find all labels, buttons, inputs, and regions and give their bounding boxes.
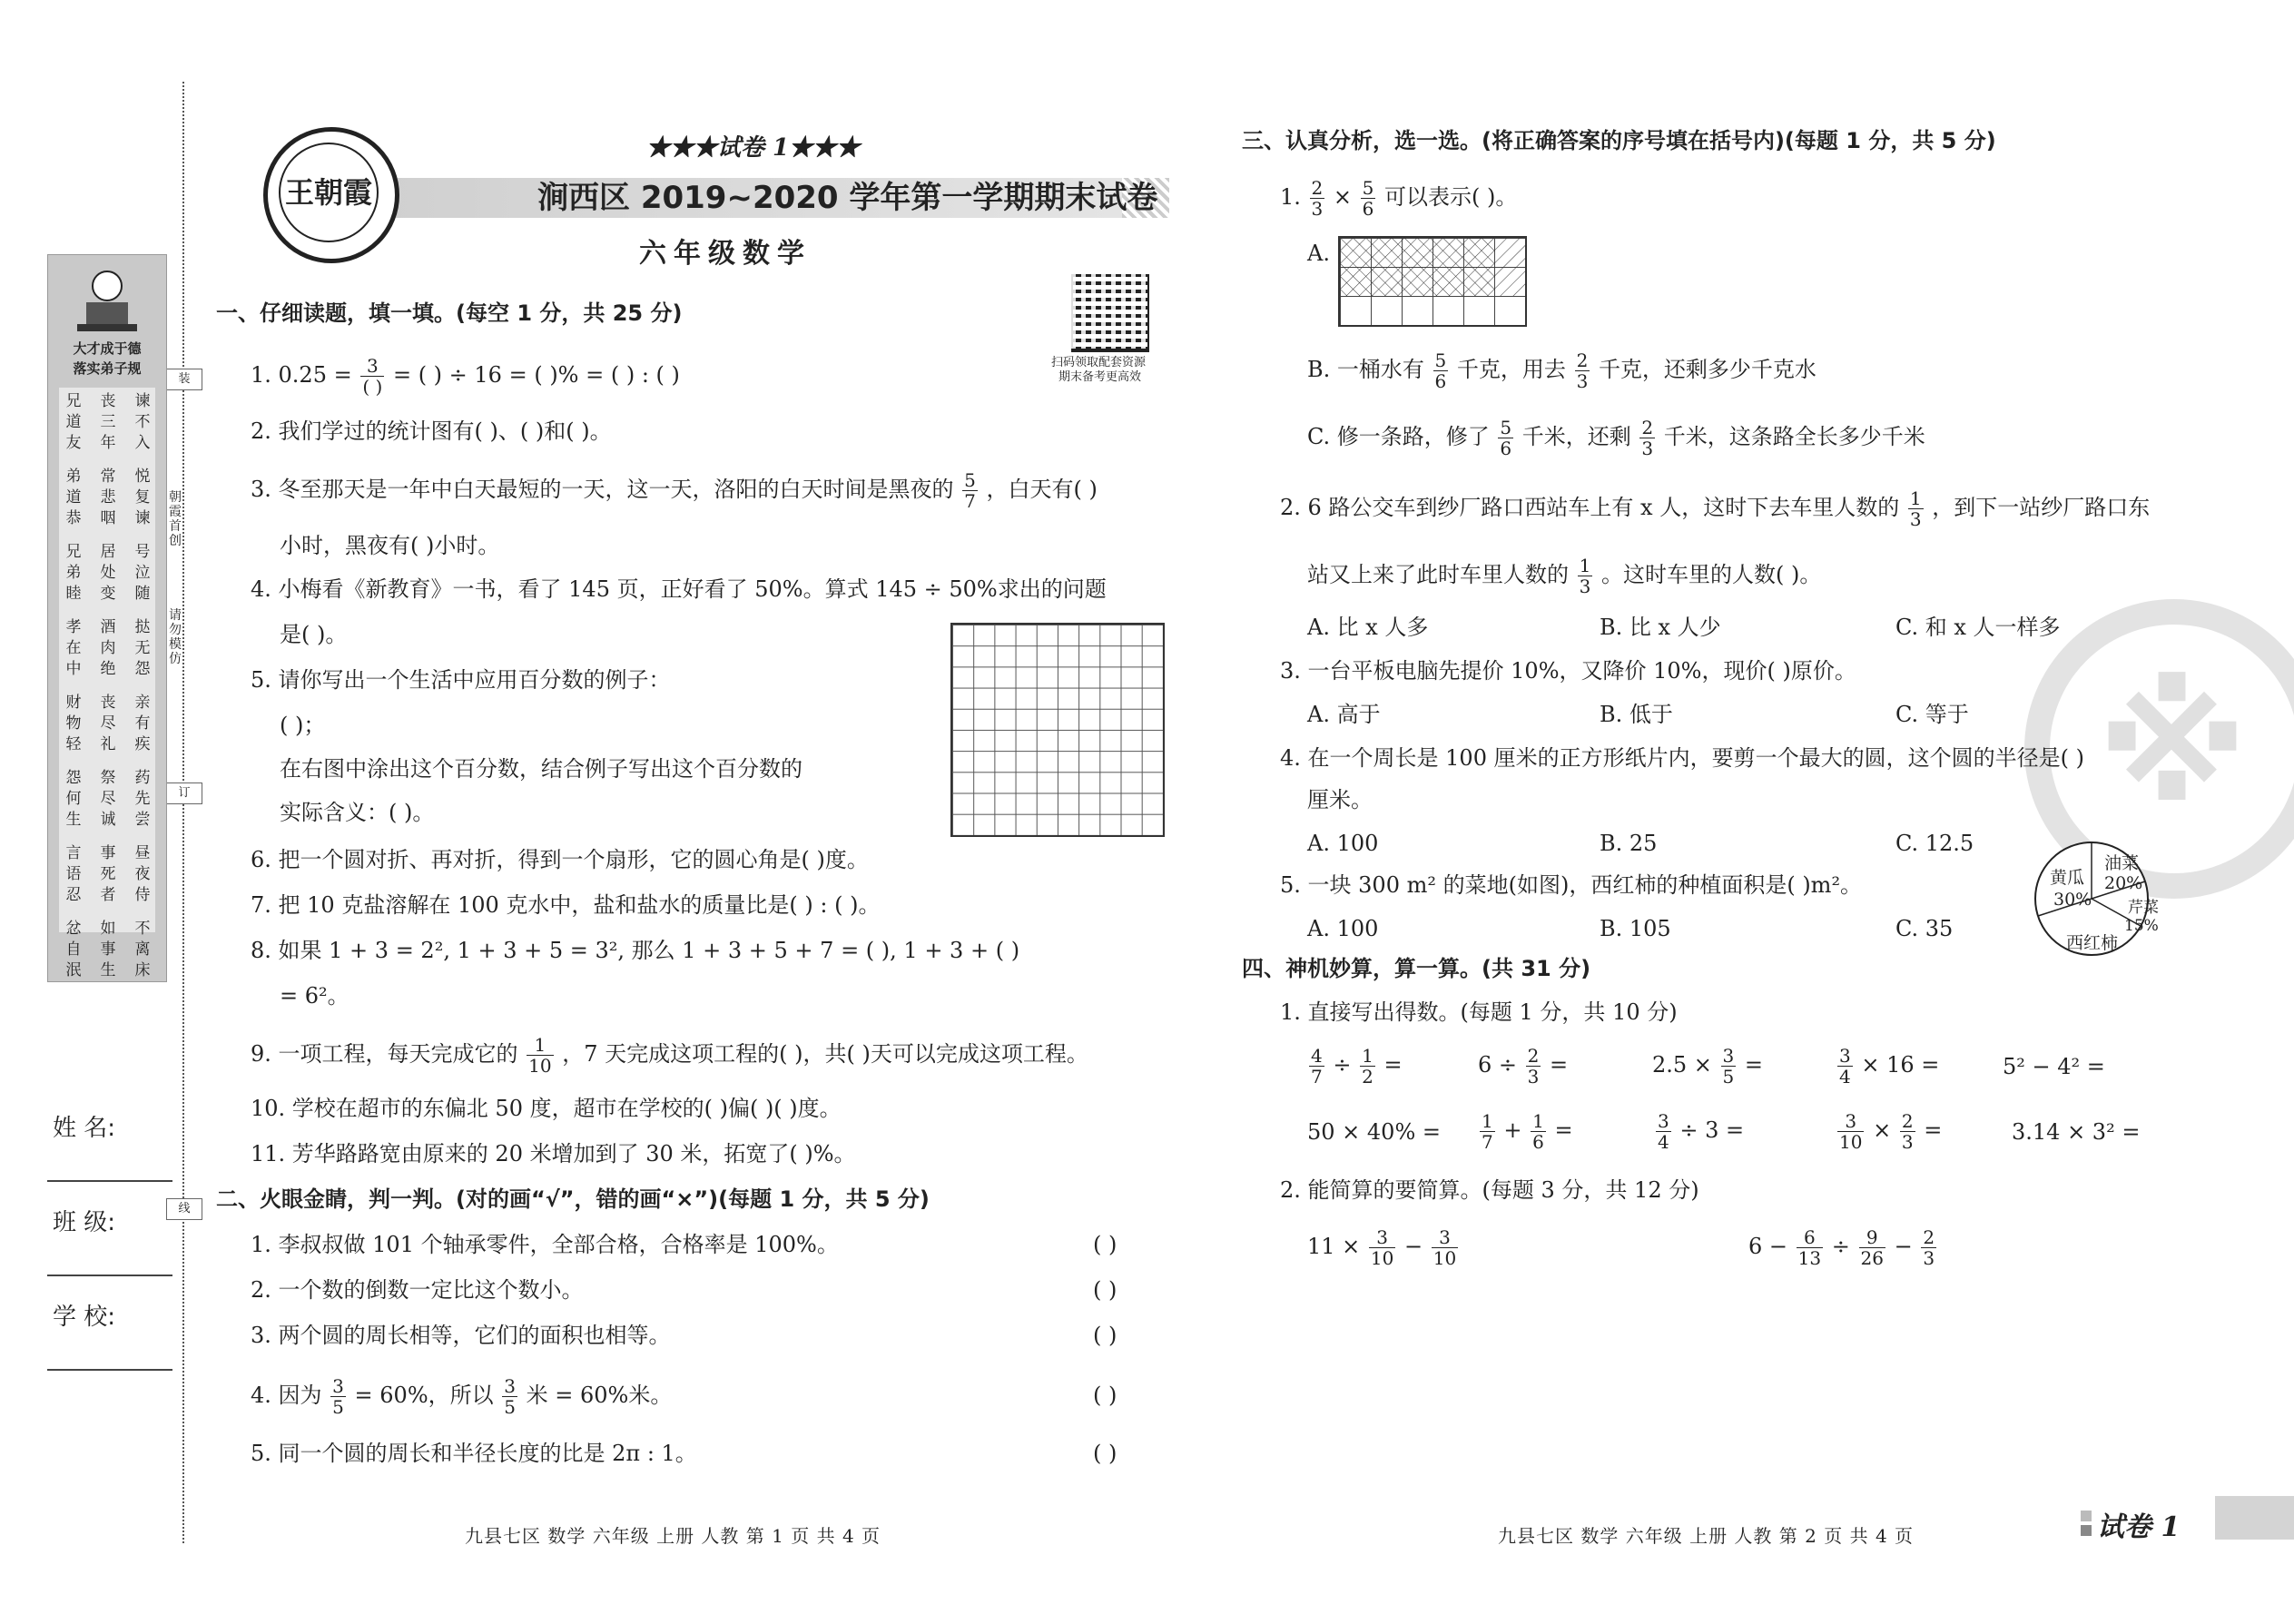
q1-5-instruction: 在右图中涂出这个百分数，结合例子写出这个百分数的 bbox=[280, 756, 802, 782]
calc-3: 2.5 × $\frac{3}{5}$ = bbox=[1652, 1045, 1764, 1088]
q1-1: 1. 0.25 = $\frac{3}{( )}$ = ( ) ÷ 16 = ( )% = ( ) : ( ) bbox=[251, 355, 680, 398]
q1-8-cont: = 6²。 bbox=[280, 983, 350, 1009]
binding-note-2: 请勿模仿 bbox=[169, 608, 182, 666]
motto-panel bbox=[47, 254, 167, 982]
fraction-grid-diagram bbox=[1338, 236, 1527, 327]
q2-2-answer[interactable]: ( ) bbox=[1093, 1277, 1117, 1303]
exam-title: 涧西区 2019~2020 学年第一学期期末试卷 bbox=[537, 180, 1158, 216]
binding-label-ding: 订 bbox=[166, 782, 202, 804]
q1-5-meaning: 实际含义：( )。 bbox=[280, 800, 435, 825]
simplify-2: 6 − $\frac{6}{13}$ ÷ $\frac{9}{26}$ − $\frac{2}{3}$ bbox=[1748, 1226, 1935, 1269]
footer-right: 九县七区 数学 六年级 上册 人教 第 2 页 共 4 页 bbox=[1498, 1525, 1915, 1547]
calc-5: 5² − 4² = bbox=[2003, 1054, 2105, 1079]
calc-8: $\frac{3}{4}$ ÷ 3 = bbox=[1658, 1110, 1745, 1153]
q3-5: 5. 一块 300 m² 的菜地(如图)，西红柿的种植面积是( )m²。 bbox=[1280, 872, 1863, 898]
part3-title: 三、认真分析，选一选。(将正确答案的序号填在括号内)(每题 1 分，共 5 分) bbox=[1242, 128, 1996, 153]
q2-3: 3. 两个圆的周长相等，它们的面积也相等。 bbox=[251, 1323, 671, 1348]
motto-col: 祭尽诚 bbox=[100, 769, 116, 829]
motto-col: 药先尝 bbox=[134, 769, 151, 829]
calc-9: $\frac{3}{10}$ × $\frac{2}{3}$ = bbox=[1839, 1110, 1943, 1153]
part1-title: 一、仔细读题，填一填。(每空 1 分，共 25 分) bbox=[216, 300, 683, 326]
q3-4-optC: C. 12.5 bbox=[1895, 831, 1974, 856]
motto-col: 居处变 bbox=[100, 543, 116, 603]
pie-pct-cucumber: 30% bbox=[2053, 890, 2092, 910]
paper-tag: 试卷 1 bbox=[2097, 1511, 2181, 1543]
q2-5-answer[interactable]: ( ) bbox=[1093, 1441, 1117, 1466]
motto-col: 丧尽礼 bbox=[100, 694, 116, 753]
calc-2: 6 ÷ $\frac{2}{3}$ = bbox=[1478, 1045, 1569, 1088]
motto-col: 谏不入 bbox=[134, 392, 151, 452]
q1-4: 4. 小梅看《新教育》一书，看了 145 页，正好看了 50%。算式 145 ÷ 50%求出的问题 bbox=[251, 576, 1107, 602]
percent-grid[interactable] bbox=[950, 623, 1165, 837]
motto-col: 怨何生 bbox=[65, 769, 82, 829]
q1-7: 7. 把 10 克盐溶解在 100 克水中，盐和盐水的质量比是( ) : ( )。 bbox=[251, 892, 881, 918]
q1-5: 5. 请你写出一个生活中应用百分数的例子： bbox=[251, 667, 671, 693]
qr-caption-2: 期末备考更高效 bbox=[1058, 370, 1142, 384]
pie-label-tomato: 西红柿 bbox=[2066, 933, 2119, 953]
q2-4: 4. 因为 $\frac{3}{5}$ = 60%，所以 $\frac{3}{5}$ 米 = 60%米。 bbox=[251, 1375, 673, 1418]
calc-10: 3.14 × 3² = bbox=[2012, 1119, 2141, 1145]
q3-5-optA: A. 100 bbox=[1307, 916, 1379, 941]
q3-5-optC: C. 35 bbox=[1895, 916, 1954, 941]
q1-11: 11. 芳华路路宽由原来的 20 米增加到了 30 米，拓宽了( )%。 bbox=[251, 1141, 856, 1166]
pie-pct-celery: 15% bbox=[2124, 917, 2159, 935]
pie-label-cucumber: 黄瓜 bbox=[2050, 868, 2085, 888]
hatch-overlay bbox=[1340, 238, 1525, 325]
motto-col: 常悲咽 bbox=[100, 468, 116, 527]
motto-col: 如事生 bbox=[100, 920, 116, 979]
motto-col: 孝在中 bbox=[65, 618, 82, 678]
paper-tag-bar bbox=[2215, 1496, 2294, 1540]
q3-1-optC: C. 修一条路，修了 $\frac{5}{6}$ 千米，还剩 $\frac{2}{3}$ 千米，这条路全长多少千米 bbox=[1307, 417, 1925, 459]
q1-10: 10. 学校在超市的东偏北 50 度，超市在学校的( )偏( )( )度。 bbox=[251, 1096, 842, 1121]
q1-2: 2. 我们学过的统计图有( )、( )和( )。 bbox=[251, 418, 612, 444]
q2-1-answer[interactable]: ( ) bbox=[1093, 1232, 1117, 1257]
q2-4-answer[interactable]: ( ) bbox=[1093, 1383, 1117, 1408]
watermark-seal: ※ bbox=[2024, 599, 2294, 899]
school-label: 学 校: bbox=[53, 1304, 116, 1331]
part4-title: 四、神机妙算，算一算。(共 31 分) bbox=[1242, 956, 1591, 981]
q3-1: 1. $\frac{2}{3}$ × $\frac{5}{6}$ 可以表示( )。 bbox=[1280, 177, 1518, 220]
q3-4-optB: B. 25 bbox=[1600, 831, 1658, 856]
q3-2-optC: C. 和 x 人一样多 bbox=[1895, 615, 2061, 640]
calc-1: $\frac{4}{7}$ ÷ $\frac{1}{2}$ = bbox=[1311, 1045, 1403, 1088]
motto-col: 挞无怨 bbox=[134, 618, 151, 678]
pie-pct-rape: 20% bbox=[2104, 873, 2143, 893]
calc-7: $\frac{1}{7}$ + $\frac{1}{6}$ = bbox=[1482, 1110, 1573, 1153]
motto-col: 弟道恭 bbox=[65, 468, 82, 527]
q4-1-title: 1. 直接写出得数。(每题 1 分，共 10 分) bbox=[1280, 999, 1678, 1025]
calc-4: $\frac{3}{4}$ × 16 = bbox=[1839, 1045, 1940, 1088]
q3-2-optA: A. 比 x 人多 bbox=[1307, 615, 1429, 640]
q3-2-cont: 站又上来了此时车里人数的 $\frac{1}{3}$ 。这时车里的人数( )。 bbox=[1307, 555, 1822, 597]
q2-5: 5. 同一个圆的周长和半径长度的比是 2π : 1。 bbox=[251, 1441, 697, 1466]
school-field[interactable] bbox=[47, 1369, 172, 1371]
q2-2: 2. 一个数的倒数一定比这个数小。 bbox=[251, 1277, 584, 1303]
paper-number: ★★★试卷 1★★★ bbox=[646, 134, 861, 162]
scholar-icon bbox=[70, 264, 144, 337]
motto-col: 忿自泯 bbox=[65, 920, 82, 979]
motto-col: 悦复谏 bbox=[134, 468, 151, 527]
binding-label-xian: 线 bbox=[166, 1198, 202, 1220]
q1-3-cont: 小时，黑夜有( )小时。 bbox=[280, 533, 500, 558]
binding-label-zhuang: 装 bbox=[166, 369, 202, 390]
name-field[interactable] bbox=[47, 1180, 172, 1182]
q3-1-optA: A. bbox=[1307, 241, 1330, 266]
footer-left: 九县七区 数学 六年级 上册 人教 第 1 页 共 4 页 bbox=[465, 1525, 881, 1547]
subject-title: 六年级数学 bbox=[639, 238, 812, 270]
q2-1: 1. 李叔叔做 101 个轴承零件，全部合格，合格率是 100%。 bbox=[251, 1232, 839, 1257]
q3-3-optB: B. 低于 bbox=[1600, 702, 1673, 727]
q3-3-optA: A. 高于 bbox=[1307, 702, 1381, 727]
q2-3-answer[interactable]: ( ) bbox=[1093, 1323, 1117, 1348]
motto-col: 兄道友 bbox=[65, 392, 82, 452]
q4-2-title: 2. 能简算的要简算。(每题 3 分，共 12 分) bbox=[1280, 1177, 1699, 1203]
q1-3: 3. 冬至那天是一年中白天最短的一天，这一天，洛阳的白天时间是黑夜的 $\frac{5}{7}$ ，白天有( ) bbox=[251, 469, 1098, 512]
pie-label-rape: 油菜 bbox=[2104, 853, 2140, 873]
q1-4-cont: 是( )。 bbox=[280, 622, 348, 647]
motto-col: 酒肉绝 bbox=[100, 618, 116, 678]
calc-6: 50 × 40% = bbox=[1307, 1119, 1441, 1145]
publisher-logo: 王朝霞 bbox=[263, 127, 399, 263]
q1-6: 6. 把一个圆对折、再对折，得到一个扇形，它的圆心角是( )度。 bbox=[251, 847, 869, 872]
motto-col: 号泣随 bbox=[134, 543, 151, 603]
motto-head-1: 大才成于德 bbox=[73, 340, 142, 357]
pie-label-celery: 芹菜 bbox=[2128, 899, 2159, 917]
q3-4: 4. 在一个周长是 100 厘米的正方形纸片内，要剪一个最大的圆，这个圆的半径是( ) bbox=[1280, 745, 2084, 771]
q3-5-optB: B. 105 bbox=[1600, 916, 1671, 941]
binding-note-1: 朝霞首创 bbox=[169, 490, 182, 548]
q1-9: 9. 一项工程，每天完成它的 $\frac{1}{10}$ ，7 天完成这项工程的( )，共( )天可以完成这项工程。 bbox=[251, 1034, 1088, 1077]
name-label: 姓 名: bbox=[53, 1115, 116, 1142]
q3-2: 2. 6 路公交车到纱厂路口西站车上有 x 人，这时下去车里人数的 $\frac{1}{3}$ ，到下一站纱厂路口东 bbox=[1280, 487, 2151, 530]
motto-head-2: 落实弟子规 bbox=[73, 360, 142, 377]
q1-8: 8. 如果 1 + 3 = 2², 1 + 3 + 5 = 3², 那么 1 + 3 + 5 + 7 = ( ), 1 + 3 + ( ) bbox=[251, 938, 1020, 963]
binding-line bbox=[182, 82, 184, 1543]
motto-col: 亲有疾 bbox=[134, 694, 151, 753]
motto-col: 昼夜侍 bbox=[134, 844, 151, 904]
motto-col: 兄弟睦 bbox=[65, 543, 82, 603]
motto-col: 财物轻 bbox=[65, 694, 82, 753]
motto-col: 事死者 bbox=[100, 844, 116, 904]
class-label: 班 级: bbox=[53, 1209, 116, 1236]
class-field[interactable] bbox=[47, 1275, 172, 1276]
q3-4-cont: 厘米。 bbox=[1307, 787, 1373, 812]
simplify-1: 11 × $\frac{3}{10}$ − $\frac{3}{10}$ bbox=[1307, 1226, 1457, 1269]
motto-col: 丧三年 bbox=[100, 392, 116, 452]
q3-3: 3. 一台平板电脑先提价 10%，又降价 10%，现价( )原价。 bbox=[1280, 658, 1856, 684]
q3-3-optC: C. 等于 bbox=[1895, 702, 1969, 727]
q3-1-optB: B. 一桶水有 $\frac{5}{6}$ 千克，用去 $\frac{2}{3}$ 千克，还剩多少千克水 bbox=[1307, 349, 1816, 392]
qr-caption-1: 扫码领取配套资源 bbox=[1051, 356, 1147, 369]
q3-4-optA: A. 100 bbox=[1307, 831, 1379, 856]
part2-title: 二、火眼金睛，判一判。(对的画“√”，错的画“×”)(每题 1 分，共 5 分) bbox=[216, 1186, 930, 1212]
q1-5-example: ( )； bbox=[280, 713, 326, 738]
motto-col: 不离床 bbox=[134, 920, 151, 979]
q3-2-optB: B. 比 x 人少 bbox=[1600, 615, 1721, 640]
motto-col: 言语忍 bbox=[65, 844, 82, 904]
